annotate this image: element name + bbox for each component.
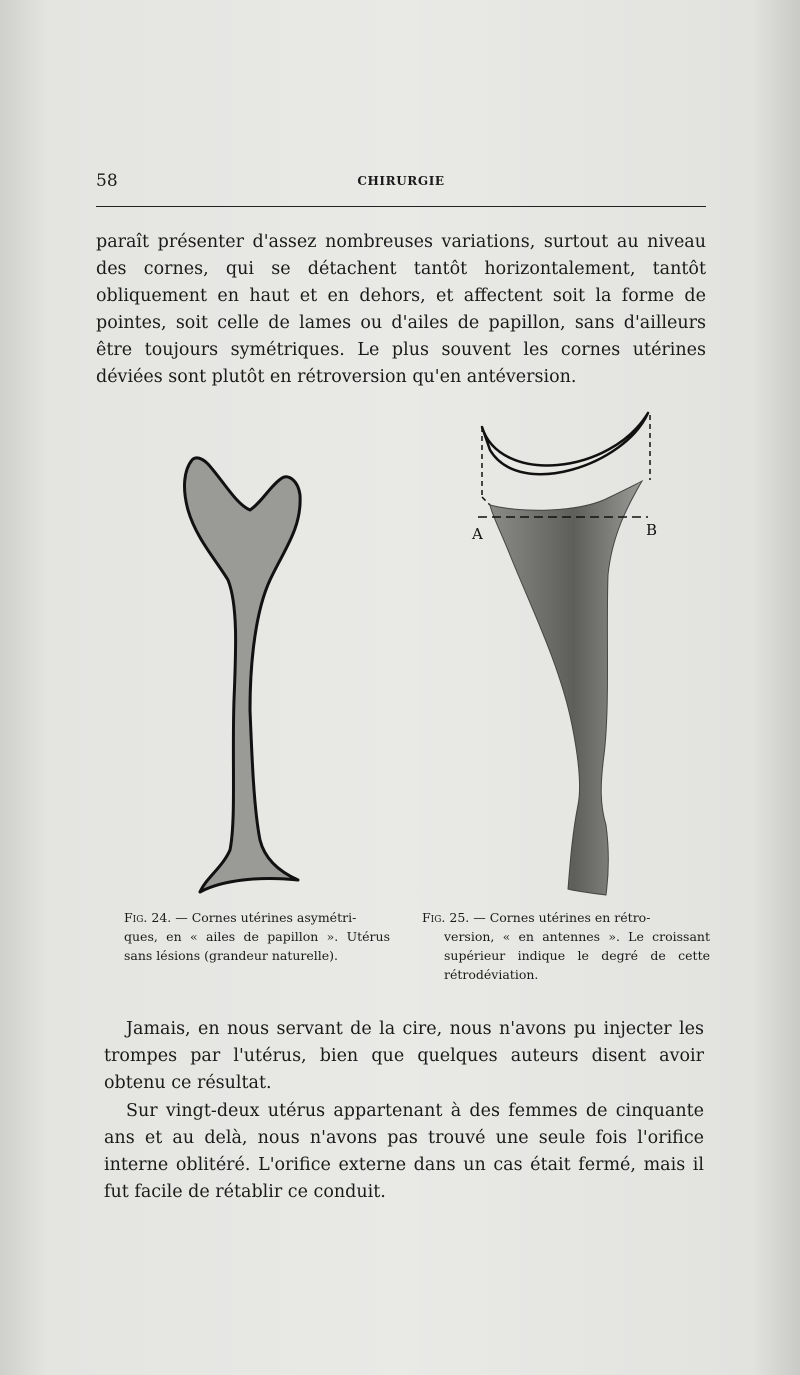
- figure-24-label: Fig. 24.: [124, 910, 172, 925]
- uterus-shaded-body: [490, 481, 642, 895]
- figure-25-caption: [422, 908, 710, 984]
- crescent-marker: [482, 413, 648, 474]
- figure-24-illustration: [170, 440, 320, 900]
- figure-25-caption-rest: version, « en antennes ». Le croissant supérieur indique le degré de cette rétrodéviation.: [444, 929, 710, 982]
- figure-25-illustration: [460, 405, 670, 905]
- figure-24-caption-first: — Cornes utérines asymétri-: [175, 910, 357, 925]
- figure-24-caption: [102, 908, 390, 965]
- page-header: [96, 168, 706, 198]
- figure-25-uterus-drawing: [460, 405, 670, 905]
- figure-25-caption-first: — Cornes utérines en rétro-: [473, 910, 651, 925]
- header-rule: [96, 206, 706, 207]
- paragraph-2: Jamais, en nous servant de la cire, nous n'avons pu injecter les trompes par l'utérus, bien que quelques auteurs disent avoir obtenu ce résultat.: [104, 1019, 704, 1093]
- label-a: A: [472, 525, 483, 543]
- uterus-outline: [185, 458, 301, 892]
- paragraph-1: paraît présenter d'assez nombreuses variations, surtout au niveau des cornes, qui se détachent tantôt horizontalement, tantôt obliquement en haut et en dehors, et affectent soit la forme de pointes, soit celle de lames ou d'ailes de papillon, sans d'ailleurs être toujours symétriques. Le plus souvent les cornes utérines déviées sont plutôt en rétroversion qu'en antéversion.: [96, 232, 706, 387]
- figure-24-uterus-drawing: [170, 440, 320, 900]
- running-head: CHIRURGIE: [357, 174, 445, 188]
- label-b: B: [646, 521, 658, 539]
- figure-24-caption-rest: ques, en « ailes de papillon ». Utérus sans lésions (grandeur naturelle).: [124, 929, 390, 963]
- paragraph-3: Sur vingt-deux utérus appartenant à des femmes de cinquante ans et au delà, nous n'avons pas trouvé une seule fois l'orifice interne oblitéré. L'orifice externe dans un cas était fermé, mais il fut facile de rétablir ce conduit.: [104, 1101, 704, 1202]
- figure-25-label: Fig. 25.: [422, 910, 470, 925]
- page-number: 58: [96, 171, 118, 191]
